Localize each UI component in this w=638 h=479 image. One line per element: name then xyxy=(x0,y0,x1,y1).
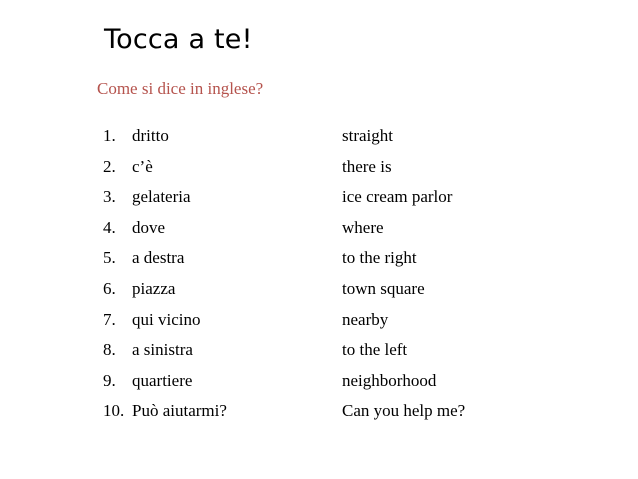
item-number: 10. xyxy=(103,401,125,421)
vocab-row xyxy=(103,126,543,157)
item-number: 1. xyxy=(103,126,116,145)
italian-term: Può aiutarmi? xyxy=(132,401,227,421)
vocab-row xyxy=(103,187,543,218)
vocab-row xyxy=(103,248,543,279)
item-number: 2. xyxy=(103,156,116,176)
italian-term: c’è xyxy=(132,156,153,176)
italian-term: a destra xyxy=(132,248,185,268)
slide-title: Tocca a te! xyxy=(104,24,253,55)
vocab-row xyxy=(103,157,543,188)
item-number: 9. xyxy=(103,370,116,390)
item-number: 8. xyxy=(103,340,116,360)
english-translation: to the left xyxy=(342,340,408,360)
slide-subtitle: Come si dice in inglese? xyxy=(97,79,264,98)
english-translation: ice cream parlor xyxy=(342,187,453,207)
item-number: 3. xyxy=(103,187,116,207)
item-number: 7. xyxy=(103,309,116,329)
item-number: 6. xyxy=(103,278,116,298)
italian-term: dritto xyxy=(132,126,169,145)
italian-term: quartiere xyxy=(132,370,193,390)
italian-term: dove xyxy=(132,217,166,237)
english-translation: Can you help me? xyxy=(342,401,466,421)
english-translation: there is xyxy=(342,156,392,176)
english-translation: neighborhood xyxy=(342,370,437,390)
english-translation: town square xyxy=(342,278,425,298)
vocab-row xyxy=(103,401,543,432)
italian-term: piazza xyxy=(132,278,176,298)
italian-term: a sinistra xyxy=(132,340,193,360)
english-translation: to the right xyxy=(342,248,417,268)
item-number: 5. xyxy=(103,248,116,268)
english-translation: where xyxy=(342,217,384,237)
vocabulary-list xyxy=(103,126,543,432)
vocab-row xyxy=(103,340,543,371)
english-translation: straight xyxy=(342,126,393,145)
italian-term: qui vicino xyxy=(132,309,201,329)
english-translation: nearby xyxy=(342,309,389,329)
item-number: 4. xyxy=(103,217,116,237)
italian-term: gelateria xyxy=(132,187,191,207)
vocab-row xyxy=(103,310,543,341)
vocab-row xyxy=(103,218,543,249)
vocab-row xyxy=(103,371,543,402)
vocab-row xyxy=(103,279,543,310)
